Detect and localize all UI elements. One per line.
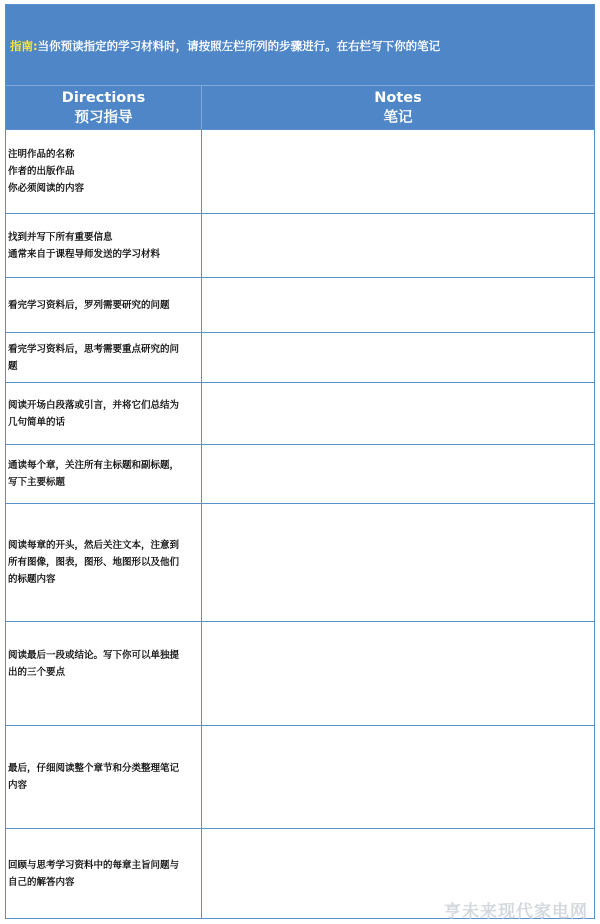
notes-cell[interactable]	[202, 504, 594, 621]
direction-cell	[6, 504, 202, 621]
direction-cell	[6, 829, 202, 918]
direction-line: 阅读开场白段落或引言，并将它们总结为	[8, 399, 180, 411]
direction-line: 找到并写下所有重要信息	[8, 231, 113, 243]
notes-cell[interactable]	[202, 445, 594, 503]
site-watermark: 亨未来现代家电网	[444, 902, 588, 922]
notes-cell[interactable]	[202, 130, 594, 213]
table-row	[6, 444, 594, 503]
direction-cell	[6, 726, 202, 828]
table-row	[6, 621, 594, 725]
notes-cell[interactable]	[202, 622, 594, 725]
direction-cell	[6, 622, 202, 725]
banner-text: 当你预读指定的学习材料时，请按照左栏所列的步骤进行。在右栏写下你的笔记	[37, 39, 441, 53]
direction-line: 作者的出版作品	[8, 166, 75, 177]
notes-cell[interactable]	[202, 278, 594, 332]
direction-line: 最后，仔细阅读整个章节和分类整理笔记	[8, 763, 180, 774]
direction-line: 阅读每章的开头，然后关注文本，注意到	[8, 540, 180, 551]
table-row	[6, 129, 594, 213]
table-row	[6, 382, 594, 444]
table-row	[6, 213, 594, 277]
notes-cell[interactable]	[202, 214, 594, 277]
notes-header-en: Notes	[374, 90, 422, 106]
direction-line: 所有图像，图表，图形、地图形以及他们	[8, 557, 180, 568]
direction-cell	[6, 278, 202, 332]
notes-cell[interactable]	[202, 383, 594, 444]
notes-cell[interactable]	[202, 333, 594, 382]
direction-cell	[6, 445, 202, 503]
direction-cell	[6, 333, 202, 382]
direction-line: 写下主要标题	[8, 477, 66, 488]
direction-line: 几句简单的话	[8, 416, 66, 428]
direction-cell	[6, 214, 202, 277]
direction-line: 看完学习资料后，罗列需要研究的问题	[8, 299, 170, 311]
notes-header-zh: 笔记	[383, 110, 413, 126]
table-row	[6, 503, 594, 621]
direction-cell	[6, 130, 202, 213]
direction-line: 注明作品的名称	[8, 149, 75, 160]
directions-header-zh: 预习指导	[74, 110, 133, 126]
table-header	[6, 85, 594, 129]
directions-header	[6, 86, 202, 129]
direction-line: 通读每个章，关注所有主标题和副标题，	[8, 460, 180, 471]
table-row	[6, 725, 594, 828]
direction-cell	[6, 383, 202, 444]
directions-header-en: Directions	[61, 90, 146, 106]
direction-line: 自己的解答内容	[8, 876, 75, 888]
direction-line: 的标题内容	[8, 574, 56, 585]
banner-lead: 指南:	[10, 39, 38, 53]
direction-line: 出的三个要点	[8, 667, 66, 678]
direction-line: 回顾与思考学习资料中的每章主旨问题与	[8, 859, 180, 871]
direction-line: 内容	[8, 780, 28, 791]
table-body	[6, 129, 594, 918]
study-guide-sheet	[5, 4, 595, 919]
direction-line: 看完学习资料后，思考需要重点研究的问	[8, 343, 180, 355]
table-row	[6, 332, 594, 382]
notes-header	[202, 86, 594, 129]
direction-line: 阅读最后一段或结论。写下你可以单独提	[8, 650, 180, 661]
instruction-banner	[6, 5, 594, 85]
direction-line: 你必须阅读的内容	[8, 183, 85, 194]
notes-cell[interactable]	[202, 726, 594, 828]
table-row	[6, 277, 594, 332]
direction-line: 通常来自于课程导师发送的学习材料	[8, 248, 161, 260]
direction-line: 题	[8, 360, 18, 372]
